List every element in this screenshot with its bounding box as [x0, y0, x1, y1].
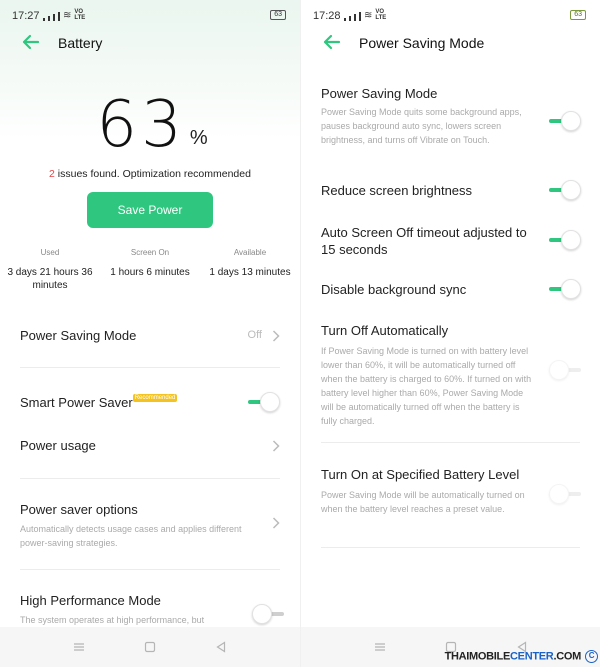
stat-screen-on	[100, 248, 200, 292]
disable-sync-toggle[interactable]	[549, 279, 581, 299]
item-title-text: Smart Power Saver	[20, 395, 133, 410]
signal-icon	[43, 9, 84, 21]
status-time: 17:28	[313, 10, 341, 22]
divider	[321, 547, 580, 548]
stat-label: Available	[233, 248, 267, 257]
menu-icon[interactable]	[373, 640, 387, 654]
page-title: Power Saving Mode	[359, 35, 485, 51]
wifi-icon: ≋	[364, 10, 373, 21]
stat-available	[200, 248, 300, 292]
power-saving-mode-item[interactable]	[20, 328, 280, 343]
watermark-logo	[445, 650, 598, 663]
item-title	[20, 395, 280, 410]
item-desc: If Power Saving Mode is turned on with battery level lower than 60%, it will be automatically turned off when the battery is charged to 60%. If turned on with battery level higher than 60%, Power Saving Mode will be automatically turned off when the battery is fully charged.	[321, 346, 532, 426]
item-title: Reduce screen brightness	[321, 183, 473, 198]
watermark-prefix: THAIMOBILE	[444, 650, 511, 663]
auto-screen-off-toggle[interactable]	[549, 230, 581, 250]
stat-value: 3 days 21 hours 36 minutes	[7, 267, 93, 291]
item-title: Turn On at Specified Battery Level	[321, 467, 520, 482]
volte-icon: VO LTE	[375, 9, 387, 21]
turn-on-battery-level-item[interactable]	[321, 467, 532, 516]
divider	[20, 569, 280, 570]
wifi-icon: ≋	[63, 10, 72, 21]
stat-value: 1 days 13 minutes	[209, 267, 291, 278]
status-time: 17:27	[12, 10, 40, 22]
page-title: Battery	[58, 35, 103, 51]
item-title: Power usage	[20, 438, 96, 453]
divider	[20, 367, 280, 368]
chevron-right-icon	[272, 440, 280, 452]
turn-off-automatically-toggle[interactable]	[549, 360, 581, 380]
issues-message	[0, 168, 300, 180]
battery-level: 63	[96, 88, 186, 162]
divider	[20, 478, 280, 479]
app-header	[0, 30, 300, 58]
item-title: Power Saving Mode	[321, 86, 438, 101]
stat-value: 1 hours 6 minutes	[110, 267, 190, 278]
triangle-back-icon[interactable]	[214, 640, 228, 654]
menu-icon[interactable]	[72, 640, 86, 654]
recommended-badge: Recommended	[134, 395, 176, 401]
high-performance-toggle[interactable]	[252, 604, 284, 624]
power-saving-mode-item[interactable]	[321, 86, 540, 147]
high-performance-item[interactable]	[20, 593, 280, 627]
chevron-right-icon	[272, 330, 280, 342]
item-title: Auto Screen Off timeout adjusted to 15 seconds	[321, 225, 527, 257]
power-saving-mode-screen	[300, 0, 600, 667]
issues-text: issues found. Optimization recommended	[54, 168, 251, 180]
watermark-accent: CENTER	[510, 650, 554, 663]
square-icon[interactable]	[143, 640, 157, 654]
app-header	[301, 30, 600, 58]
item-desc: Power Saving Mode quits some background apps, pauses background auto sync, lowers screen brightness, and turns off Vibrate on Touch.	[321, 107, 522, 145]
status-bar	[301, 0, 600, 30]
battery-stats	[0, 248, 300, 292]
battery-status-icon: 63	[270, 10, 286, 20]
save-power-button[interactable]: Save Power	[87, 192, 213, 228]
turn-off-automatically-item[interactable]	[321, 323, 532, 428]
item-title: Power saver options	[20, 502, 138, 517]
power-saver-options-item[interactable]	[20, 502, 280, 550]
copyright-icon: C	[585, 650, 598, 663]
item-desc: Automatically detects usage cases and applies different power-saving strategies.	[20, 524, 242, 548]
navigation-bar	[0, 627, 300, 667]
reduce-brightness-item[interactable]	[321, 183, 540, 198]
stat-used	[0, 248, 100, 292]
chevron-right-icon	[272, 517, 280, 529]
watermark-suffix: .COM	[553, 650, 581, 663]
smart-power-saver-toggle[interactable]	[248, 392, 280, 412]
power-usage-item[interactable]	[20, 438, 280, 453]
item-desc: The system operates at high performance, but	[20, 615, 205, 625]
item-title: Power Saving Mode	[20, 328, 137, 343]
stat-label: Screen On	[130, 248, 170, 257]
arrow-left-icon[interactable]	[20, 33, 40, 51]
item-value: Off	[247, 329, 262, 341]
item-desc: Power Saving Mode will be automatically turned on when the battery level reaches a preset value.	[321, 490, 525, 514]
turn-on-battery-level-toggle[interactable]	[549, 484, 581, 504]
status-bar	[0, 0, 300, 30]
auto-screen-off-item[interactable]	[321, 224, 530, 258]
item-title: Turn Off Automatically	[321, 323, 449, 338]
arrow-left-icon[interactable]	[321, 33, 341, 51]
disable-sync-item[interactable]	[321, 282, 540, 297]
smart-power-saver-item[interactable]	[20, 395, 280, 410]
item-title: Disable background sync	[321, 282, 467, 297]
stat-label: Used	[40, 248, 60, 257]
battery-level-display	[0, 88, 300, 162]
power-saving-mode-toggle[interactable]	[549, 111, 581, 131]
volte-icon: VO LTE	[74, 9, 86, 21]
percent-sign: %	[189, 127, 208, 149]
issues-count: 2	[49, 168, 55, 180]
signal-icon	[344, 9, 385, 21]
item-title: High Performance Mode	[20, 593, 161, 608]
divider	[321, 442, 580, 443]
battery-status-icon: 63	[570, 10, 586, 20]
reduce-brightness-toggle[interactable]	[549, 180, 581, 200]
